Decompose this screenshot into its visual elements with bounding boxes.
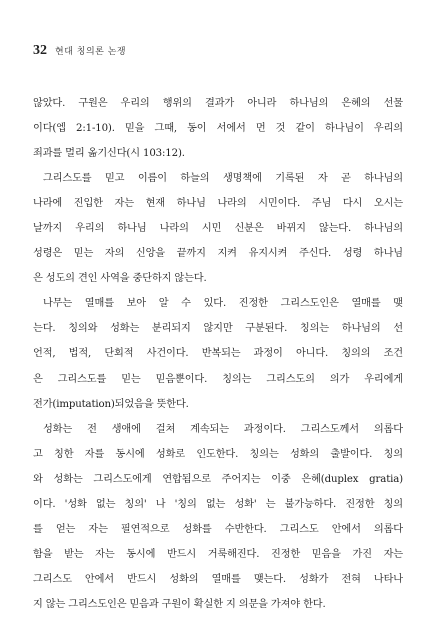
body-text bbox=[33, 91, 403, 617]
text-line: 와 성화는 그리스도에게 연합됨으로 주어지는 이중 은혜(duplex gratia) bbox=[33, 473, 403, 485]
text-line: 를 얻는 자는 필연적으로 성화를 수반한다. 그리스도 안에서 의롭다 bbox=[33, 523, 403, 535]
text-line: 은 성도의 견인 사역을 중단하지 않는다. bbox=[33, 273, 207, 285]
text-line: 이다. '성화 없는 칭의' 나 '칭의 없는 성화' 는 불가능하다. 진정한 칭의 bbox=[33, 498, 403, 510]
text-line: 나무는 열매를 보아 알 수 있다. 진정한 그리스도인은 열매를 맺 bbox=[43, 298, 403, 310]
text-line: 않았다. 구원은 우리의 행위의 결과가 아니라 하나님의 은혜의 선물 bbox=[33, 98, 403, 109]
text-line: 그리스도를 믿고 이름이 하늘의 생명책에 기록된 자 곧 하나님의 bbox=[43, 173, 403, 185]
text-line: 성령은 믿는 자의 신앙을 끝까지 지켜 유지시켜 주신다. 성령 하나님 bbox=[33, 248, 403, 260]
text-line: 그리스도 안에서 반드시 성화의 열매를 맺는다. 성화가 전혀 나타나 bbox=[33, 573, 403, 585]
text-line: 은 그리스도를 믿는 믿음뿐이다. 칭의는 그리스도의 의가 우리에게 bbox=[33, 373, 403, 385]
text-line: 지 않는 그리스도인은 믿음과 구원이 확실한 지 의문을 가져야 한다. bbox=[33, 598, 326, 610]
text-line: 함을 받는 자는 동시에 반드시 거룩해진다. 진정한 믿음을 가진 자는 bbox=[33, 548, 403, 560]
text-line: 언적, 법적, 단회적 사건이다. 반복되는 과정이 아니다. 칭의의 조건 bbox=[33, 348, 403, 360]
running-head bbox=[33, 43, 126, 59]
book-title: 현대 칭의론 논쟁 bbox=[55, 47, 127, 57]
text-line: 는다. 칭의와 성화는 분리되지 않지만 구분된다. 칭의는 하나님의 선 bbox=[33, 323, 403, 335]
text-line: 고 칭한 자를 동시에 성화로 인도한다. 칭의는 성화의 출발이다. 칭의 bbox=[33, 448, 403, 460]
text-line: 성화는 전 생애에 걸쳐 계속되는 과정이다. 그리스도께서 의롭다 bbox=[43, 423, 403, 435]
text-line: 나라에 진입한 자는 현재 하나님 나라의 시민이다. 주님 다시 오시는 bbox=[33, 198, 403, 210]
text-line: 날까지 우리의 하나님 나라의 시민 신분은 바뀌지 않는다. 하나님의 bbox=[33, 223, 403, 235]
text-line: 전가(imputation)되었음을 뜻한다. bbox=[33, 398, 189, 410]
text-line: 이다(엡 2:1-10). 믿을 그때, 동이 서에서 먼 것 같이 하나님이 우리의 bbox=[33, 123, 403, 135]
page-number: 32 bbox=[33, 43, 47, 58]
text-line: 죄과를 멀리 옮기신다(시 103:12). bbox=[33, 148, 185, 160]
